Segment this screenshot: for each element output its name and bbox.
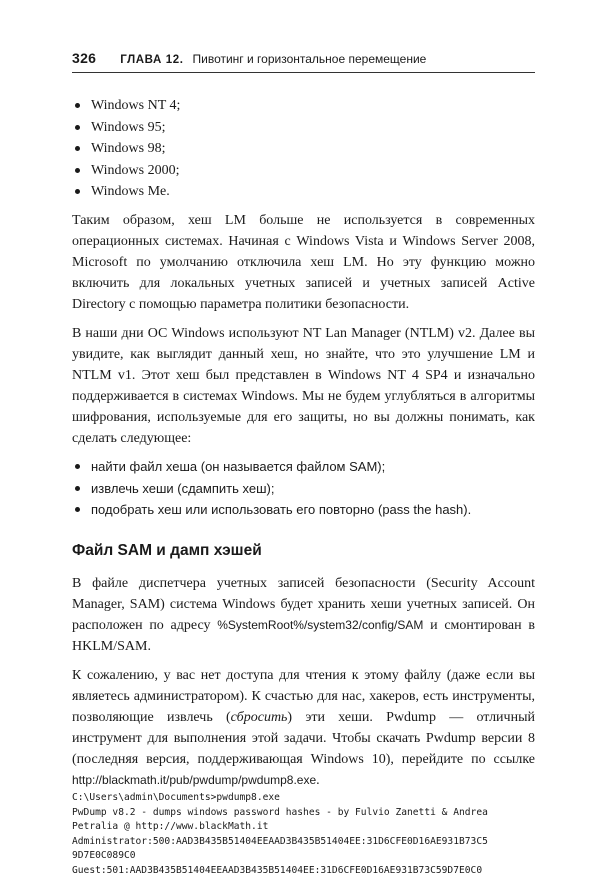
list-item <box>72 499 535 521</box>
page-number: 326 <box>72 50 96 66</box>
chapter-title: Пивотинг и горизонтальное перемещение <box>193 52 427 66</box>
sam-text-before: В файле диспетчера учетных записей безопасности (Security Account Manager, SAM) система Windows будет хранить хеши учетных записей. Он расположен по адресу <box>72 576 535 633</box>
code-output-hashes: Administrator:500:AAD3B435B51404EEAAD3B435B51404EE:31D6CFE0D16AE931B73C5 9D7E0C089C0 Guest:501:AAD3B435B51404EEAAD3B435B51404EE:31D6CFE0D16AE931B73C59D7E0C0 <box>72 835 535 878</box>
paragraph-pwdump <box>72 665 535 791</box>
header-divider <box>72 72 535 73</box>
page-content <box>72 95 535 878</box>
list-item: Windows 98; <box>72 138 535 159</box>
chapter-label: ГЛАВА 12. <box>120 54 183 66</box>
code-output-header: PwDump v8.2 - dumps windows password hashes - by Fulvio Zanetti & Andrea Petralia @ http://www.blackMath.it <box>72 806 535 835</box>
section-heading: Файл SAM и дамп хэшей <box>72 541 535 561</box>
list-item-text: подобрать хеш или использовать его повторно (pass the hash). <box>91 502 471 517</box>
pwdump-emphasis: сбросить <box>231 710 288 725</box>
steps-list <box>72 456 535 521</box>
list-item: Windows NT 4; <box>72 95 535 116</box>
list-item: найти файл хеша (он называется файлом SAM); <box>72 456 535 477</box>
list-item: Windows Me. <box>72 181 535 202</box>
code-command: C:\Users\admin\Documents>pwdump8.exe <box>72 791 535 806</box>
pwdump-link[interactable]: http://blackmath.it/pub/pwdump/pwdump8.exe <box>72 773 316 787</box>
list-item: Windows 95; <box>72 117 535 138</box>
paragraph-lm-hash: Таким образом, хеш LM больше не используется в современных операционных системах. Начиная с Windows Vista и Windows Server 2008, Microsoft по умолчанию отключила хеш LM. Но эту функцию можно включить для локальных учетных записей и учетных записей Active Directory с помощью параметра политики безопасности. <box>72 210 535 315</box>
list-item: извлечь хеши (сдампить хеш); <box>72 478 535 499</box>
paragraph-ntlm: В наши дни ОС Windows используют NT Lan Manager (NTLM) v2. Далее вы увидите, как выглядит данный хеш, но знайте, что это улучшение LM и NTLM v1. Этот хеш был представлен в Windows NT 4 SP4 и изначально поддерживается в системах Windows. Мы не будем углубляться в алгоритмы шифрования, используемые для его защиты, но вы должны понимать, как сделать следующее: <box>72 323 535 449</box>
sam-path: %SystemRoot%/system32/config/SAM <box>217 618 423 632</box>
paragraph-sam <box>72 573 535 657</box>
pwdump-text-middle: ) эти хеши. Pwdump — отличный инструмент для выполнения этой задачи. Чтобы скачать Pwdump версии 8 (последняя версия, поддерживающая Windows 10), перейдите по ссылке <box>72 710 535 767</box>
pwdump-text-after: . <box>316 773 320 788</box>
pwdump-text-before: К сожалению, у вас нет доступа для чтения к этому файлу (даже если вы являетесь администратором). К счастью для нас, хакеров, есть инструменты, позволяющие извлечь ( <box>72 668 535 725</box>
os-list <box>72 95 535 202</box>
list-item: Windows 2000; <box>72 160 535 181</box>
page-header <box>72 50 535 66</box>
sam-text-after: и смонтирован в HKLM/SAM. <box>72 618 535 654</box>
